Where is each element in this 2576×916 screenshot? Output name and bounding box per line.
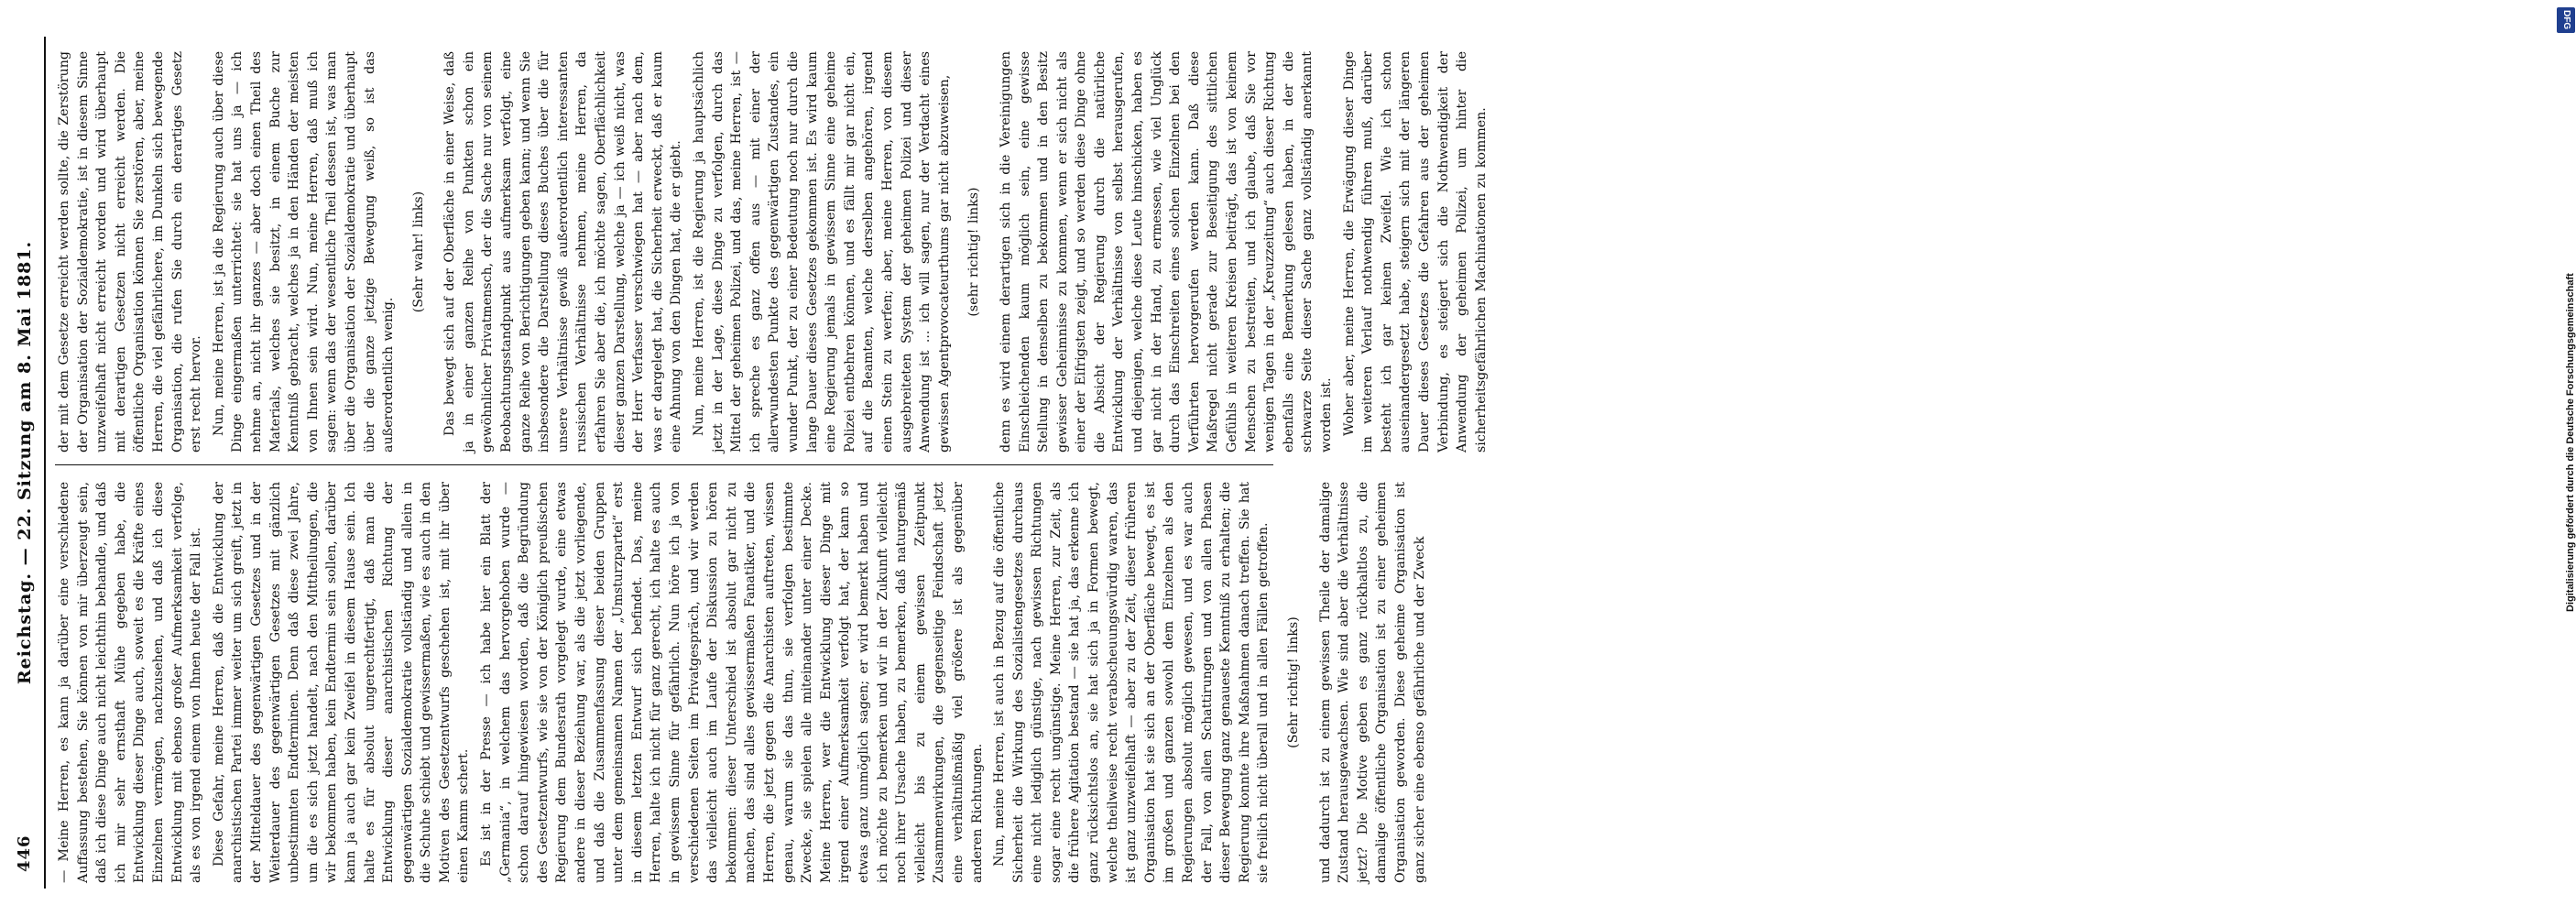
paragraph: Woher aber, meine Herren, die Erwägung dieser Dinge im weiteren Verlauf nothwendig führen muß, darüber besteht ich gar keinen Zweifel. Wie ich schon auseinandergesetzt habe, steigern sich mit der längeren Dauer dieses Gesetzes die Gefahren aus der geheimen Verbindung, es steigert sich die Nothwendigkeit der Anwendung der geheimen Polizei, um hinter die sicherheitsgefährlichen Machinationen zu kommen. (1341, 51, 1489, 453)
page-number: 446 (15, 834, 34, 872)
digitization-credit: Digitalisierung gefördert durch die Deutsche Forschungsgemeinschaft (2565, 273, 2576, 612)
interjection: (Sehr wahr! links) (410, 191, 426, 313)
page-header (7, 37, 40, 889)
paragraph: Es ist in der Presse — ich habe hier ein Blatt der „Germania“, in welchem das hervorgehoben wurde — schon darauf hingewiesen worden, daß die Begründung des Gesetzentwurfs, wie sie von der Königlich preußischen Regierung dem Bundesrath vorgelegt wurde, eine etwas andere in dieser Beziehung war, als die jetzt vorliegende, und daß die Zusammenfassung dieser beiden Gruppen unter dem gemeinsamen Namen der „Umsturzpartei“ erst in diesem letzten Entwurf sich befindet. Das, meine Herren, halte ich nicht für ganz gerecht, ich halte es auch in gewissem Sinne für gefährlich. Nun höre ich ja von verschiedenen Seiten im Privatgespräch, und wir werden das vielleicht auch im Laufe der Diskussion zu hören bekommen: dieser Unterschied ist absolut gar nicht zu machen, das sind alles gewissermaßen Fanatiker, und die Herren, die jetzt gegen die Anarchisten auftreten, wissen genau, warum sie das thun, sie verfolgen bestimmte Zwecke, sie spielen alle miteinander unter einer Decke. Meine Herren, wer die Entwicklung dieser Dinge mit irgend einer Aufmerksamkeit verfolgt hat, der kann so etwas ganz unmöglich sagen; er wird bemerkt haben und ich möchte zu bemerken und wir in der Zukunft vielleicht noch ihrer Ursache haben, zu bemerken, daß naturgemäß vielleicht bis zu einem gewissen Zeitpunkt Zusammenwirkungen, die gegenseitige Feindschaft jetzt eine verhältnißmäßig viel größere ist als gegenüber anderen Richtungen. (479, 482, 985, 883)
paragraph: Diese Gefahr, meine Herren, daß die Entwicklung der anarchistischen Partei immer weiter um sich greift, jetzt in der Mitteldauer des gegenwärtigen Gesetzes und in der Weiterdauer des gegenwärtigen Gesetzes mit gänzlich unbestimmten Endterminen. Denn daß diese zwei Jahre, um die es sich jetzt handelt, nach den Mittheilungen, die wir bekommen haben, kein Endtermin sein sollen, darüber kann ja auch gar kein Zweifel in diesem Hause sein. Ich halte es für absolut ungerechtfertigt, daß man die Entwicklung dieser anarchistischen Richtung der gegenwärtigen Sozialdemokratie vollständig und allein in die Schuhe schiebt und gewissermaßen, wie es auch in den Motiven des Gesetzentwurfs geschehen ist, mit ihr über einen Kamm schert. (211, 482, 472, 883)
paragraph: Nun, meine Herren, ist ja die Regierung auch über diese Dinge eingermaßen unterrichtet: sie hat uns ja — ich nehme an, nicht ihr ganzes — aber doch einen Theil des Materials, welches sie besitzt, in einem Buche zur Kenntniß gebracht, welches ja in den Händen der meisten von Ihnen sein wird. Nun, meine Herren, daß muß ich sagen: wenn das der wesentliche Theil dessen ist, was man über die Organisation der Sozialdemokratie und überhaupt über die ganze jetzige Bewegung weiß, so ist das außerordentlich wenig. (211, 51, 397, 453)
paragraph: Nun, meine Herren, ist die Regierung ja hauptsächlich jetzt in der Lage, diese Dinge zu verfolgen, durch das Mittel der geheimen Polizei, und das, meine Herren, ist — ich spreche es ganz offen aus — mit einer der allerwundesten Punkte des gegenwärtigen Zustandes, ein wunder Punkt, der zu einer Bedeutung noch nur durch die lange Dauer dieses Gesetzes gekommen ist. Es wird kaum eine Regierung jemals in gewissem Sinne eine geheime Polizei entbehren können, und es fällt mir gar nicht ein, auf die Beamten, welche derselben angehören, irgend einen Stein zu werfen; aber, meine Herren, von diesem ausgebreiteten System der geheimen Polizei und dieser Anwendung ist ... ich will sagen, nur der Verdacht eines gewissen Agentprovocateurthums gar nicht abzuweisen, (692, 51, 952, 453)
paragraph: Das bewegt sich auf der Oberfläche in einer Weise, daß ja in einer ganzen Reihe von Punkten schon ein gewöhnlicher Privatmensch, der die Sache nur von seinem Beobachtungsstandpunkt aus aufmerksam verfolgt, eine ganze Reihe von Berichtigungen geben kann; und wenn Sie insbesondere die Darstellung dieses Buches über die für unsere Verhältnisse gewiß außerordentlich interessanten russischen Verhältnisse nehmen, meine Herren, da erfahren Sie aber die, ich möchte sagen, Oberflächlichkeit dieser ganzen Darstellung, welche ja — ich weiß nicht, was der Herr Verfasser verschwiegen hat — aber nach dem, was er dargelegt hat, die Sicherheit erweckt, daß er kaum eine Ahnung von den Dingen hat, die er giebt. (442, 51, 684, 453)
column-left (55, 482, 1433, 883)
dfg-logo-text: DFG (2561, 10, 2571, 30)
paragraph: — Meine Herren, es kann ja darüber eine verschiedene Auffassung bestehen, Sie können von mir überzeugt sein, daß ich diese Dinge auch nicht leichthin behandle, und daß ich mir sehr ernsthaft Mühe gegeben habe, die Entwicklung dieser Dinge auch, soweit es die Kräfte eines Einzelnen vermögen, nachzusehen, und daß ich diese Entwicklung mit ebenso großer Aufmerksamkeit verfolge, als es von irgend einem von Ihnen heute der Fall ist. (57, 482, 204, 883)
paragraph: denn es wird einem derartigen sich in die Vereinigungen Einschleichenden kaum möglich sein, eine gewisse Stellung in denselben zu bekommen und in den Besitz gewisser Geheimnisse zu kommen, wenn er sich nicht als einer der Eifrigsten zeigt, und so werden diese Dinge ohne die Absicht der Regierung durch die natürliche Entwicklung der Verhältnisse von selbst herausgerufen, und diejenigen, welche diese Leute hinschicken, haben es gar nicht in der Hand, zu ermessen, wie viel Unglück durch das Einschreiten eines solchen Einzelnen bei den Verführten hervorgerufen werden kann. Daß diese Maßregel nicht gerade zur Beseitigung des sittlichen Gefühls in weiteren Kreisen beiträgt, das ist von keinem Menschen zu bestreiten, und ich glaube, daß Sie vor wenigen Tagen in der „Kreuzzeitung“ auch dieser Richtung ebenfalls eine Bemerkung gelesen haben, in der die schwarze Seite dieser Sache ganz vollständig anerkannt worden ist. (998, 51, 1334, 453)
column-divider (55, 464, 1273, 465)
paragraph: der mit dem Gesetze erreicht werden sollte, die Zerstörung der Organisation der Sozialdemokratie, ist in diesem Sinne unzweifelhaft nicht erreicht worden und wird überhaupt mit derartigen Gesetzen nicht erreicht werden. Die öffentliche Organisation können Sie zerstören, aber, meine Herren, die viel gefährlichere, im Dunkeln sich bewegende Organisation, die rufen Sie durch ein derartiges Gesetz erst recht hervor. (57, 51, 204, 453)
header-rule (44, 37, 46, 889)
paragraph: Nun, meine Herren, ist auch in Bezug auf die öffentliche Sicherheit die Wirkung des Sozialistengesetzes durchaus eine nicht lediglich günstige, nach gewissen Richtungen sogar eine recht ungünstige. Meine Herren, zur Zeit, als die frühere Agitation bestand — sie hat ja, das erkenne ich ganz rücksichtslos an, sie hat sich ja in Formen bewegt, welche theilweise recht verabscheuungswürdig waren, das ist ganz unzweifelhaft — aber zu der Zeit, dieser früheren Organisation hat sie sich an der Oberfläche bewegt, es ist im großen und ganzen sowohl dem Einzelnen als den Regierungen absolut möglich gewesen, und es war auch der Fall, von allen Schattirungen und von allen Phasen dieser Bewegung ganz genaueste Kenntniß zu erhalten; die Regierung konnte ihre Maßnahmen danach treffen. Sie hat sie freilich nicht überall und in allen Fällen getroffen. (992, 482, 1272, 883)
interjection: (sehr richtig! links) (966, 187, 982, 317)
interjection: (Sehr richtig! links) (1286, 616, 1301, 748)
running-title: Reichstag. — 22. Sitzung am 8. Mai 1881. (15, 240, 35, 685)
paragraph: und dadurch ist zu einem gewissen Theile der damalige Zustand herausgewachsen. Wie sind aber die Verhältnisse jetzt? Die Motive geben es ganz rückhaltlos zu, die damalige öffentliche Organisation ist zu einer geheimen Organisation geworden. Diese geheime Organisation ist ganz sicher eine ebenso gefährliche und der Zweck (1317, 482, 1427, 883)
